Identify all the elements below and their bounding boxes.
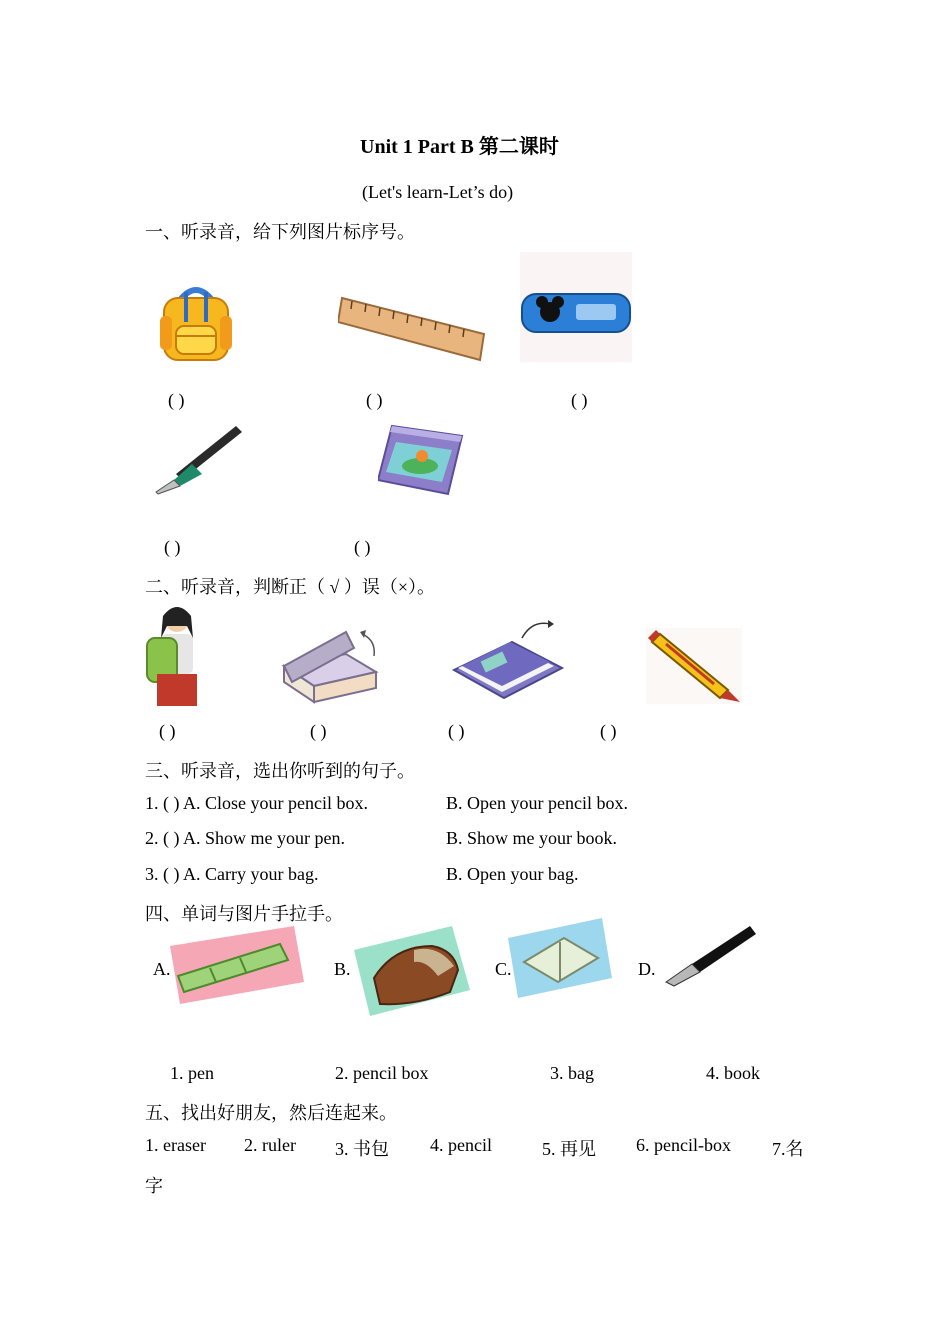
- ruler-icon: [338, 288, 486, 362]
- s1-blank-5[interactable]: ( ): [354, 537, 371, 557]
- s5-item-1: 1. eraser: [145, 1135, 206, 1155]
- s2-blank-3[interactable]: ( ): [448, 721, 465, 741]
- s3-item-2-a[interactable]: 2. ( ) A. Show me your pen.: [145, 828, 345, 848]
- section-1-heading: 一、听录音，给下列图片标序号。: [145, 222, 415, 242]
- s3-item-2-b[interactable]: B. Show me your book.: [446, 828, 617, 848]
- s3-item-1-a[interactable]: 1. ( ) A. Close your pencil box.: [145, 793, 368, 813]
- page-subtitle: (Let's learn-Let’s do): [362, 182, 514, 202]
- s3-item-3-a[interactable]: 3. ( ) A. Carry your bag.: [145, 864, 319, 884]
- s1-blank-1[interactable]: ( ): [168, 390, 185, 410]
- s1-blank-4[interactable]: ( ): [164, 537, 181, 557]
- s5-item-3: 3. 书包: [335, 1139, 389, 1159]
- open-book-icon: [452, 612, 564, 700]
- s5-item-6: 6. pencil-box: [636, 1135, 731, 1155]
- s5-item-7-wrap: 字: [145, 1176, 163, 1196]
- s1-blank-2[interactable]: ( ): [366, 390, 383, 410]
- s4-word-2: 2. pencil box: [335, 1063, 429, 1083]
- girl-carrying-bag-icon: [143, 604, 205, 706]
- s4-letter-b: B.: [334, 959, 351, 979]
- section-3-heading: 三、听录音，选出你听到的句子。: [145, 761, 415, 781]
- s5-item-7: 7.名: [772, 1139, 804, 1159]
- section-5-heading: 五、找出好朋友，然后连起来。: [145, 1103, 397, 1123]
- crayon-icon: [646, 628, 742, 704]
- pencil-box-picture: [170, 926, 304, 1004]
- s1-blank-3[interactable]: ( ): [571, 390, 588, 410]
- s5-item-5: 5. 再见: [542, 1139, 596, 1159]
- page-title: Unit 1 Part B 第二课时: [360, 136, 559, 158]
- s4-letter-a: A.: [153, 959, 171, 979]
- section-2-heading: 二、听录音，判断正（ √ ）误（×）。: [145, 577, 436, 597]
- backpack-icon: [158, 282, 234, 362]
- section-4-heading: 四、单词与图片手拉手。: [145, 904, 343, 924]
- pen-picture: [662, 924, 756, 990]
- s3-item-3-b[interactable]: B. Open your bag.: [446, 864, 579, 884]
- s4-word-4: 4. book: [706, 1063, 760, 1083]
- book-picture: [508, 918, 612, 998]
- s3-item-1-b[interactable]: B. Open your pencil box.: [446, 793, 628, 813]
- mickey-pencil-case-icon: [520, 252, 632, 362]
- s4-word-1: 1. pen: [170, 1063, 214, 1083]
- s4-letter-c: C.: [495, 959, 512, 979]
- fountain-pen-icon: [152, 424, 242, 496]
- bag-picture: [354, 926, 470, 1016]
- s2-blank-1[interactable]: ( ): [159, 721, 176, 741]
- open-pencil-box-icon: [276, 626, 382, 706]
- s4-letter-d: D.: [638, 959, 656, 979]
- s4-word-3: 3. bag: [550, 1063, 594, 1083]
- s2-blank-2[interactable]: ( ): [310, 721, 327, 741]
- s5-item-2: 2. ruler: [244, 1135, 296, 1155]
- s5-item-4: 4. pencil: [430, 1135, 492, 1155]
- s2-blank-4[interactable]: ( ): [600, 721, 617, 741]
- storybook-icon: [378, 422, 466, 496]
